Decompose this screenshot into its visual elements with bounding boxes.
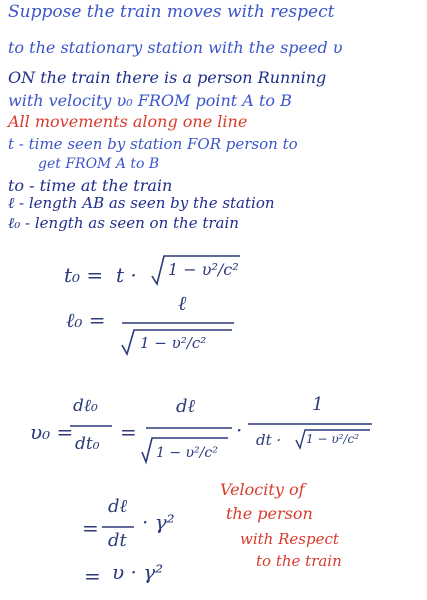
formula-3-frac3-num: 1 [312, 394, 324, 415]
note-line-1: Velocity of [220, 480, 305, 499]
note-line-4: to the train [256, 552, 342, 570]
text-line-6: t - time seen by station FOR person to [8, 135, 298, 153]
formula-2-root: 1 − υ²/c² [140, 334, 207, 352]
formula-3-frac3-den: dt · [256, 431, 282, 449]
formula-4-num: dℓ [108, 496, 128, 517]
formula-1-lhs: t₀ = [64, 263, 104, 287]
text-line-9: ℓ - length AB as seen by the station [8, 194, 275, 212]
text-line-10: ℓ₀ - length as seen on the train [8, 214, 239, 232]
text-line-2: to the stationary station with the speed υ [8, 38, 343, 57]
text-line-1: Suppose the train moves with respect [8, 2, 335, 22]
formula-3-frac1-den: dt₀ [75, 434, 100, 454]
formula-4-rest: · γ² [142, 510, 175, 534]
formula-3-frac2-num: dℓ [176, 396, 196, 417]
text-line-3: ON the train there is a person Running [8, 68, 327, 87]
formula-3-frac3-root: 1 − υ²/c² [306, 432, 359, 446]
formula-4-den: dt [108, 530, 127, 551]
text-line-7: get FROM A to B [38, 156, 160, 172]
note-line-3: with Respect [240, 530, 339, 548]
text-line-4: with velocity υ₀ FROM point A to B [8, 91, 292, 110]
note-line-2: the person [226, 504, 313, 523]
text-line-8: to - time at the train [8, 176, 173, 195]
formula-1-rhs: t · [116, 263, 137, 287]
formula-3-frac1-num: dℓ₀ [73, 396, 98, 416]
formula-3-frac2-root: 1 − υ²/c² [156, 445, 218, 461]
formula-3-eq: = [120, 420, 137, 444]
formula-2-lhs: ℓ₀ = [66, 308, 106, 332]
formula-5-rest: υ · γ² [112, 560, 164, 584]
formula-2-num: ℓ [178, 291, 187, 315]
formula-3-dot: · [236, 418, 243, 442]
formula-5-lhs: = [84, 564, 101, 588]
text-line-5: All movements along one line [8, 112, 248, 131]
formula-3-lhs: υ₀ = [30, 420, 74, 444]
formula-1-root: 1 − υ²/c² [168, 260, 239, 279]
formula-4-lhs: = [82, 516, 99, 540]
